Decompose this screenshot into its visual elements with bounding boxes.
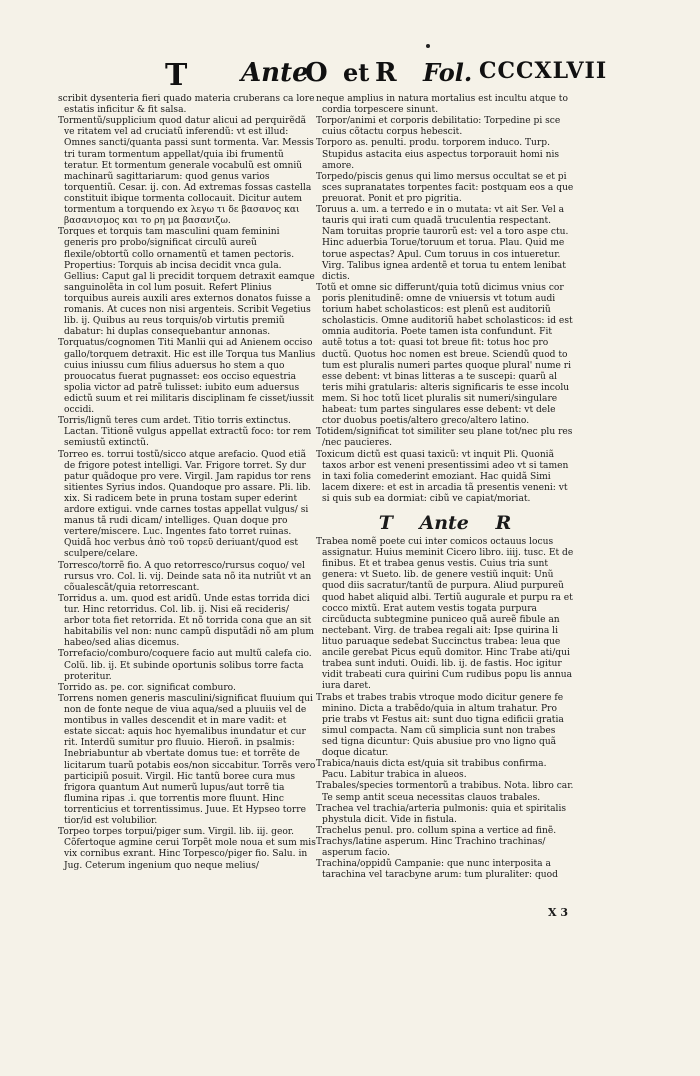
running-head-word: Ante [241,58,309,88]
dictionary-entry: Torrido as. pe. cor. significat comburo. [58,682,236,693]
folio-label: Fol. [423,58,473,87]
section-heading [316,511,574,535]
dictionary-entry: Torris/lignũ teres cum ardet. Titio torris extinctus. Lactan. Titionẽ vulgus appellat extractũ foco: tor rem semiustũ extinctũ. [58,416,312,449]
dictionary-entry: scribit dysenteria fieri quado materia cruberans ca lore estatis inficitur & fit salsa. [58,94,315,116]
dictionary-entry: Toruus a. um. a terredo e in o mutata: vt ait Ser. Vel a tauris qui irati cum quadã truculentia respectant. Nam toruitas proprie taurorũ est: vel a toro aspe ctu. Hinc aduerbia Torue/toruum et torua. Plau. Quid me torue aspectas? Apul. Cum toruus in cos intueretur. Virg. Talibus ignea ardentẽ et torua tu entem lenibat dictis. [316,205,569,282]
folio-number: CCCXLVII [479,58,608,84]
dictionary-entry: Torridus a. um. quod est aridũ. Unde estas torrida dici tur. Hinc retorridus. Col. lib. ij. Nisi eã recideris/ arbor tota fiet retorrida. Et nõ torrida cona que an sit habitabilis vel non: nunc campũ disputãdi nõ am plum habeo/sed alias dicemus. [58,593,315,649]
dictionary-entry: Torporo as. penulti. produ. torporem induco. Turp. Stupidus astacita eius aspectus torporauit homi nis amore. [316,138,560,171]
dictionary-entry: Trabales/species tormentorũ a trabibus. Nota. libro car. Te semp antit sceua necessitas clauos trabales. [316,781,574,803]
dictionary-entry: Torquatus/cognomen Titi Manlii qui ad Anienem occiso gallo/torquem detraxit. Hic est ille Torqua tus Manlius cuius iniussu cum filius aduersus ho stem a quo prouocatus fuerat pugnasset: eos occiso equestria spolia victor ad patrẽ tulisset: iubito eum aduersus edictũ suum et rei militaris disciplinam fe cisset/iussit occidi. [58,338,316,416]
running-head [165,58,608,94]
dictionary-entry: Torpeo torpes torpui/piger sum. Virgil. lib. iij. geor. Cõfertoque agmine cerui Torpẽt mole noua et sum mis vix cornibus exrant. Hinc Torpesco/piger fio. Salu. in Jug. Ceterum ingenium quo neque melius/ [58,827,316,871]
dictionary-entry: Torques et torquis tam masculini quam feminini generis pro probo/significat circulũ aureũ flexile/obtortũ collo ornamentũ et tamen pectoris. Propertius: Torquis ab incisa decidit vnca gula. Gellius: Caput gal li precidit torquem detraxit eamque sanguinolẽta in col lum posuit. Refert Plinius torquibus aureis auxili ares externos donatos fuisse a romanis. At cuces non nisi argenteis. Scribit Vegetius lib. ij. Quibus au reus torquis/ob virtutis premiũ dabatur: hi duplas consequebantur annonas. [58,227,315,338]
dictionary-entry: Torpor/animi et corporis debilitatio: Torpedine pi sce cuius cõtactu corpus hebescit. [316,116,561,138]
ink-dot [426,44,430,48]
left-column [58,94,316,872]
dictionary-entry: Torresco/torrẽ fio. A quo retorresco/rursus coquo/ vel rursus vro. Col. li. vij. Deinde sata nõ ita nutriũt vt an cõualescãt/quia retorrescant. [58,560,312,593]
running-head-initial: T [165,58,188,93]
dictionary-entry: neque amplius in natura mortalius est incultu atque to cordia torpescere sinunt. [316,94,568,116]
running-head-o: O [305,58,328,88]
dictionary-entry: Toxicum dictũ est quasi taxicũ: vt inquit Pli. Quoniã taxos arbor est veneni presentissimi adeo vt si tamen in taxi folia comederint emoziant. Hac quidã Simi lacem dixere: et est in arcadia tã presentis veneni: vt si quis sub ea dormiat: cibũ ve capiat/moriat. [316,449,569,504]
section-heading-initial: T [378,512,393,535]
right-column [316,94,574,881]
section-heading-r: R [495,512,512,535]
dictionary-entry: Totũ et omne sic differunt/quia totũ dicimus vnius cor poris plenitudinẽ: omne de vniuersis vt totum audi torium habet scholasticos: est plenũ est auditoriũ scholasticis. Omne auditoriũ habet scholasticos: id est omnia auditoria. Poete tamen ista confundunt. Fit autẽ totus a tot: quasi tot breue fit: totus hoc pro ductũ. Quotus hoc nomen est breue. Sciendũ quod to tum est pluralis numeri partes quoque plural' nume ri esse debent: vt binas litteras a te suscepi: quarũ al teris mihi gratularis: alteris significaris te esse incolu mem. Si hoc totũ licet pluralis sit numeri/singulare habeat: tum partes singulares esse debent: vt dele ctor duobus poetis/altero greco/altero latino. [316,282,573,427]
dictionary-entry: Torrens nomen generis masculini/significat fluuium qui non de fonte neque de viua aqua/sed a pluuiis vel de montibus in valles descendit et in mare vadit: et estate siccat: aquis hoc hyemalibus inundatur et cur rit. Interdũ sumitur pro fluuio. Hieroñ. in psalmis: Inebriabuntur ab vbertate domus tue: et torrẽte de licitarum tuarũ potabis eos/non siccabitur. Torrẽs vero participiũ posuit. Virgil. Hic tantũ boree cura mus frigora quantum Aut numerũ lupus/aut torrẽ tia flumina ripas .i. que torrentis more fluunt. Hinc torrenticius et torrentissimus. Juue. Et Hypseo torre tior/id est volubilior. [58,693,316,827]
dictionary-entry: Trabea nomẽ poete cui inter comicos octauus locus assignatur. Huius meminit Cicero libro. iiij. tusc. Et de finibus. Et et trabea genus vestis. Cuius tria sunt genera: vt Sueto. lib. de genere vestiũ inquit: Unũ quod diis sacratur/tantũ de purpura. Aliud purpureũ quod habet aliquid albi. Tertiũ augurale et purpu ra et cocco mixtũ. Erat autem vestis togata purpura circũducta subtegmine puniceo quã aureẽ fibule an nectebant. Virg. de trabea regali ait: Ipse quirina li lituo paruaque sedebat Succinctus trabea: leua que ancile gerebat Picus equũ domitor. Hinc Trabe ati/qui trabea sunt induti. Ouidi. lib. ij. de fastis. Hoc igitur vidit trabeati cura quirini Cum rudibus popu lis annua iura daret. [316,537,574,692]
dictionary-entry: Torreo es. torrui tostũ/sicco atque arefacio. Quod etiã de frigore potest intelligi. Var. Frigore torret. Sy dur patur quãdoque pro vere. Virgil. Jam rapidus tor rens sitientes Syrius indos. Quandoque pro assare. Pli. lib. xix. Si radicem bete in pruna tostam super ederint ardore extigui. vnde carnes tostas appellat vulgus/ si manus tã rudi dicam/ intelliges. Quan doque pro vertere/miscere. Luc. Ingentes fato torret ruinas. Quidã hoc verbus ἀπὸ τοῦ τορεῦ deriuant/quod est sculpere/celare. [58,449,311,560]
dictionary-entry: Trachina/oppidũ Campanie: que nunc interposita a tarachina vel taracbyne arum: tum pluraliter: quod [316,859,558,881]
dictionary-entry: Tormentũ/supplicium quod datur alicui ad perquirẽdã ve ritatem vel ad cruciatũ inferendũ: vt est illud: Omnes sancti/quanta passi sunt tormenta. Var. Messis tri turam tormentum appellat/quia ibi frumentũ teratur. Et tormentum generale vocabulũ est omniũ machinarũ sagittariarum: quod genus varios torquentiũ. Cesar. ij. con. Ad extremas fossas castella constituit ibique tormenta collocauit. Dicitur autem tormentum a torquendo ex λεγω τι δε βασανος και βασανισμος και το ρη μα βασανιζω. [58,116,314,227]
dictionary-entry: Trachelus penul. pro. collum spina a vertice ad finẽ. [316,825,557,836]
dictionary-entry: Trabs et trabes trabis vtroque modo dicitur genere fe minino. Dicta a trabẽdo/quia in altum trahatur. Pro prie trabs vt Festus ait: sunt duo tigna edificii gratia simul compacta. Nam cũ simplicia sunt non trabes sed tigna dicuntur: Quis abusiue pro vno ligno quã doque dicatur. [316,692,564,759]
dictionary-entry: Trachys/latine asperum. Hinc Trachino trachinas/ asperum facio. [316,837,546,859]
dictionary-entry: Totidem/significat tot similiter seu plane tot/nec plu res /nec paucieres. [316,427,573,449]
running-head-r: R [375,58,397,88]
section-heading-word: Ante [419,512,469,535]
dictionary-entry: Torrefacio/comburo/coquere facio aut multũ calefa cio. Colũ. lib. ij. Et subinde oportunis solibus torre facta proteritur. [58,649,312,682]
dictionary-entry: Trachea vel trachia/arteria pulmonis: quia et spiritalis phystula dicit. Vide in fistula. [316,803,567,825]
dictionary-entry: Trabica/nauis dicta est/quia sit trabibus confirma. Pacu. Labitur trabica in alueos. [316,759,547,781]
running-head-et: et [343,58,370,87]
signature-mark: X 3 [548,906,569,919]
dictionary-entry: Torpedo/piscis genus qui limo mersus occultat se et pi sces supranatates torpentes facit: postquam eos a que preuorat. Ponit et pro pigritia. [316,171,574,204]
